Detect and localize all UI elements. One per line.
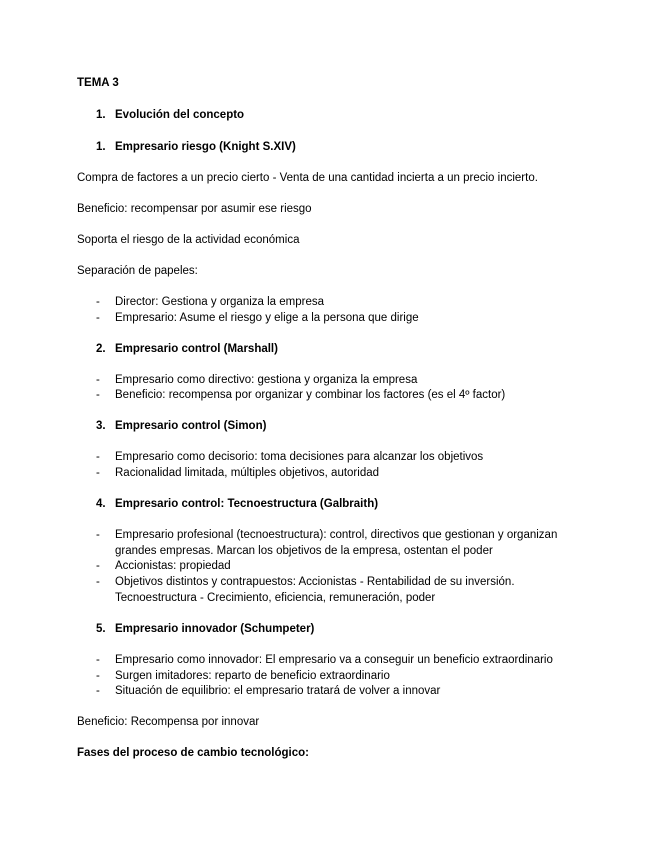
heading-simon: Empresario control (Simon) <box>115 420 267 432</box>
paragraph: Soporta el riesgo de la actividad económica <box>77 234 300 246</box>
list-item: Accionistas: propiedad <box>115 560 231 572</box>
heading-galbraith: Empresario control: Tecnoestructura (Galbraith) <box>115 498 379 510</box>
list-item-continuation: grandes empresas. Marcan los objetivos de la empresa, ostentan el poder <box>115 545 493 557</box>
page-title: TEMA 3 <box>77 77 119 89</box>
bullet-dash: - <box>96 560 100 572</box>
heading-number: 3. <box>96 420 106 432</box>
list-item: Director: Gestiona y organiza la empresa <box>115 296 325 308</box>
list-item: Beneficio: recompensa por organizar y combinar los factores (es el 4º factor) <box>115 389 506 401</box>
bullet-dash: - <box>96 389 100 401</box>
heading-knight: Empresario riesgo (Knight S.XIV) <box>115 141 296 153</box>
paragraph: Separación de papeles: <box>77 265 198 277</box>
paragraph: Beneficio: Recompensa por innovar <box>77 716 260 728</box>
list-item: Racionalidad limitada, múltiples objetivos, autoridad <box>115 467 380 479</box>
paragraph: Beneficio: recompensar por asumir ese riesgo <box>77 203 312 215</box>
bullet-dash: - <box>96 685 100 697</box>
section-heading: Evolución del concepto <box>115 109 245 121</box>
heading-number: 4. <box>96 498 106 510</box>
heading-number: 5. <box>96 623 106 635</box>
list-item: Empresario profesional (tecnoestructura): control, directivos que gestionan y organizan <box>115 529 558 541</box>
subheading: Fases del proceso de cambio tecnológico: <box>77 747 309 759</box>
bullet-dash: - <box>96 670 100 682</box>
bullet-dash: - <box>96 529 100 541</box>
heading-marshall: Empresario control (Marshall) <box>115 343 278 355</box>
list-item: Empresario: Asume el riesgo y elige a la persona que dirige <box>115 312 419 324</box>
section-number: 1. <box>96 109 106 121</box>
bullet-dash: - <box>96 296 100 308</box>
heading-number: 1. <box>96 141 106 153</box>
list-item: Empresario como decisorio: toma decisiones para alcanzar los objetivos <box>115 451 484 463</box>
bullet-dash: - <box>96 467 100 479</box>
heading-schumpeter: Empresario innovador (Schumpeter) <box>115 623 315 635</box>
list-item-continuation: Tecnoestructura - Crecimiento, eficiencia, remuneración, poder <box>115 592 436 604</box>
list-item: Objetivos distintos y contrapuestos: Accionistas - Rentabilidad de su inversión. <box>115 576 515 588</box>
bullet-dash: - <box>96 312 100 324</box>
bullet-dash: - <box>96 374 100 386</box>
list-item: Situación de equilibrio: el empresario tratará de volver a innovar <box>115 685 441 697</box>
bullet-dash: - <box>96 654 100 666</box>
list-item: Empresario como directivo: gestiona y organiza la empresa <box>115 374 418 386</box>
list-item: Empresario como innovador: El empresario va a conseguir un beneficio extraordinario <box>115 654 553 666</box>
paragraph: Compra de factores a un precio cierto - Venta de una cantidad incierta a un precio incierto. <box>77 172 538 184</box>
list-item: Surgen imitadores: reparto de beneficio extraordinario <box>115 670 390 682</box>
heading-number: 2. <box>96 343 106 355</box>
bullet-dash: - <box>96 576 100 588</box>
bullet-dash: - <box>96 451 100 463</box>
